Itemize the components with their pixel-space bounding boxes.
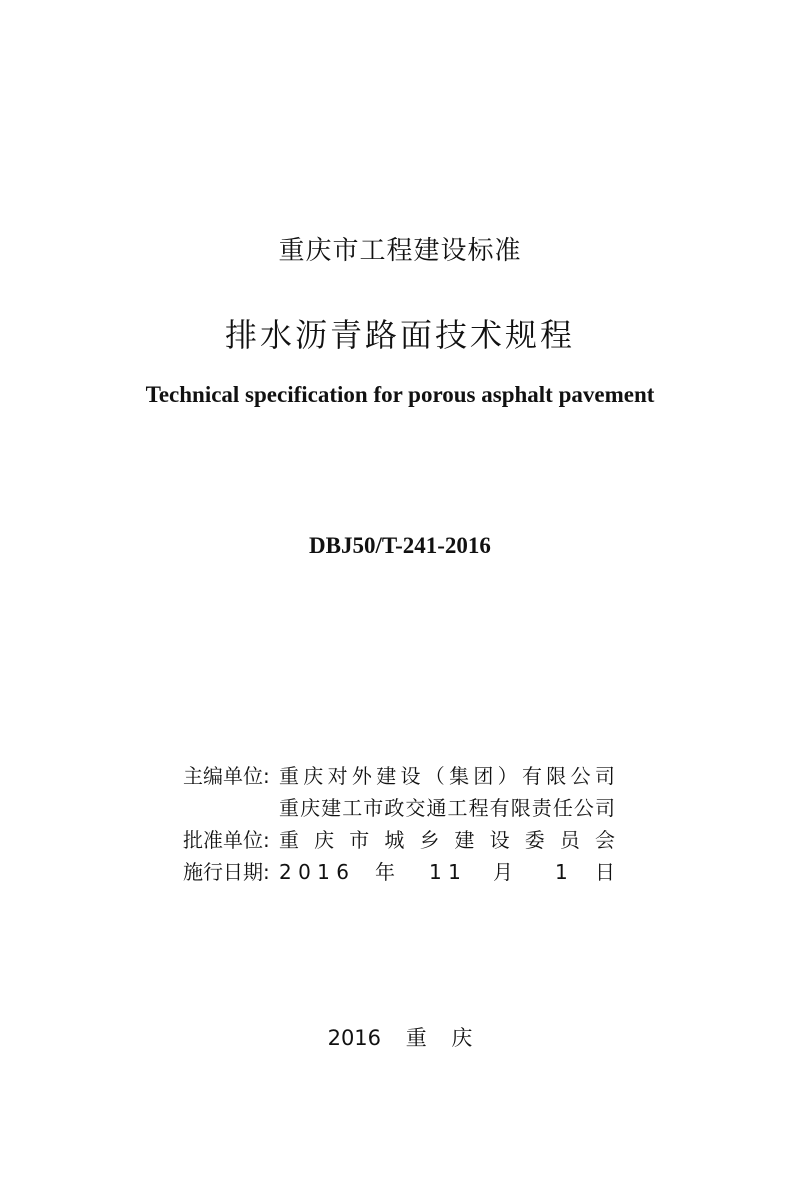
editor-secondary-char: 限: [510, 796, 531, 820]
editor-primary-char: 庆: [303, 764, 324, 788]
editor-secondary-char: 庆: [300, 796, 321, 820]
editor-secondary-char: 责: [531, 796, 552, 820]
effective-day-unit: 日: [595, 860, 615, 884]
effective-month-unit: 月: [493, 860, 513, 884]
approver-label: 批准单位:: [183, 828, 270, 852]
editor-secondary-char: 市: [363, 796, 384, 820]
editor-primary-char: 外: [351, 764, 372, 788]
editor-primary: [279, 760, 615, 792]
effective-date-row: [183, 856, 623, 888]
approver-char: 设: [489, 828, 510, 852]
effective-date-label: 施行日期:: [183, 860, 270, 884]
editor-primary-char: 重: [279, 764, 299, 788]
issuing-info: [183, 760, 623, 888]
editor-secondary-char: 公: [573, 796, 594, 820]
approver-char: 重: [279, 828, 299, 852]
publication-place-char: 重: [405, 1026, 427, 1050]
editor-secondary-char: 任: [552, 796, 573, 820]
editor-secondary-char: 有: [489, 796, 510, 820]
editor-secondary-char: 工: [447, 796, 468, 820]
editor-label: 主编单位:: [183, 764, 270, 788]
effective-year: 2 0 1 6: [279, 860, 349, 884]
approver-char: 建: [454, 828, 475, 852]
editor-secondary-char: 通: [426, 796, 447, 820]
english-title: Technical specification for porous asphalt pavement: [145, 382, 655, 407]
editor-secondary-row: [183, 792, 623, 824]
editor-primary-char: ）: [497, 764, 518, 788]
effective-year-unit: 年: [375, 860, 395, 884]
editor-primary-char: 限: [546, 764, 567, 788]
document-title: 排水沥青路面技术规程: [224, 316, 575, 354]
approver-value: [279, 824, 615, 856]
editor-secondary-char: 政: [384, 796, 405, 820]
editor-row: [183, 760, 623, 792]
editor-primary-char: 有: [521, 764, 542, 788]
standard-code: DBJ50/T-241-2016: [309, 533, 491, 558]
approver-char: 会: [594, 828, 615, 852]
approver-row: [183, 824, 623, 856]
editor-primary-char: 集: [449, 764, 470, 788]
publication-footer: [0, 1022, 800, 1052]
approver-char: 城: [384, 828, 405, 852]
editor-secondary: [279, 792, 615, 824]
editor-primary-char: 设: [400, 764, 421, 788]
editor-secondary-char: 建: [321, 796, 342, 820]
editor-primary-char: （: [424, 764, 445, 788]
editor-primary-char: 对: [327, 764, 348, 788]
publication-place-char: 庆: [451, 1026, 473, 1050]
approver-char: 市: [349, 828, 370, 852]
editor-secondary-char: 程: [468, 796, 489, 820]
effective-day: 1: [555, 860, 568, 884]
standard-series-title: 重庆市工程建设标准: [278, 236, 522, 266]
editor-primary-char: 建: [376, 764, 397, 788]
publication-year: 2016: [327, 1026, 382, 1050]
editor-secondary-char: 司: [594, 796, 615, 820]
approver-char: 委: [524, 828, 545, 852]
editor-primary-char: 公: [570, 764, 591, 788]
editor-primary-char: 团: [473, 764, 494, 788]
approver-char: 庆: [314, 828, 335, 852]
approver-char: 乡: [419, 828, 440, 852]
editor-secondary-char: 交: [405, 796, 426, 820]
effective-month: 1 1: [429, 860, 461, 884]
editor-secondary-char: 重: [279, 796, 299, 820]
approver-char: 员: [559, 828, 580, 852]
editor-secondary-char: 工: [342, 796, 363, 820]
editor-primary-char: 司: [594, 764, 615, 788]
